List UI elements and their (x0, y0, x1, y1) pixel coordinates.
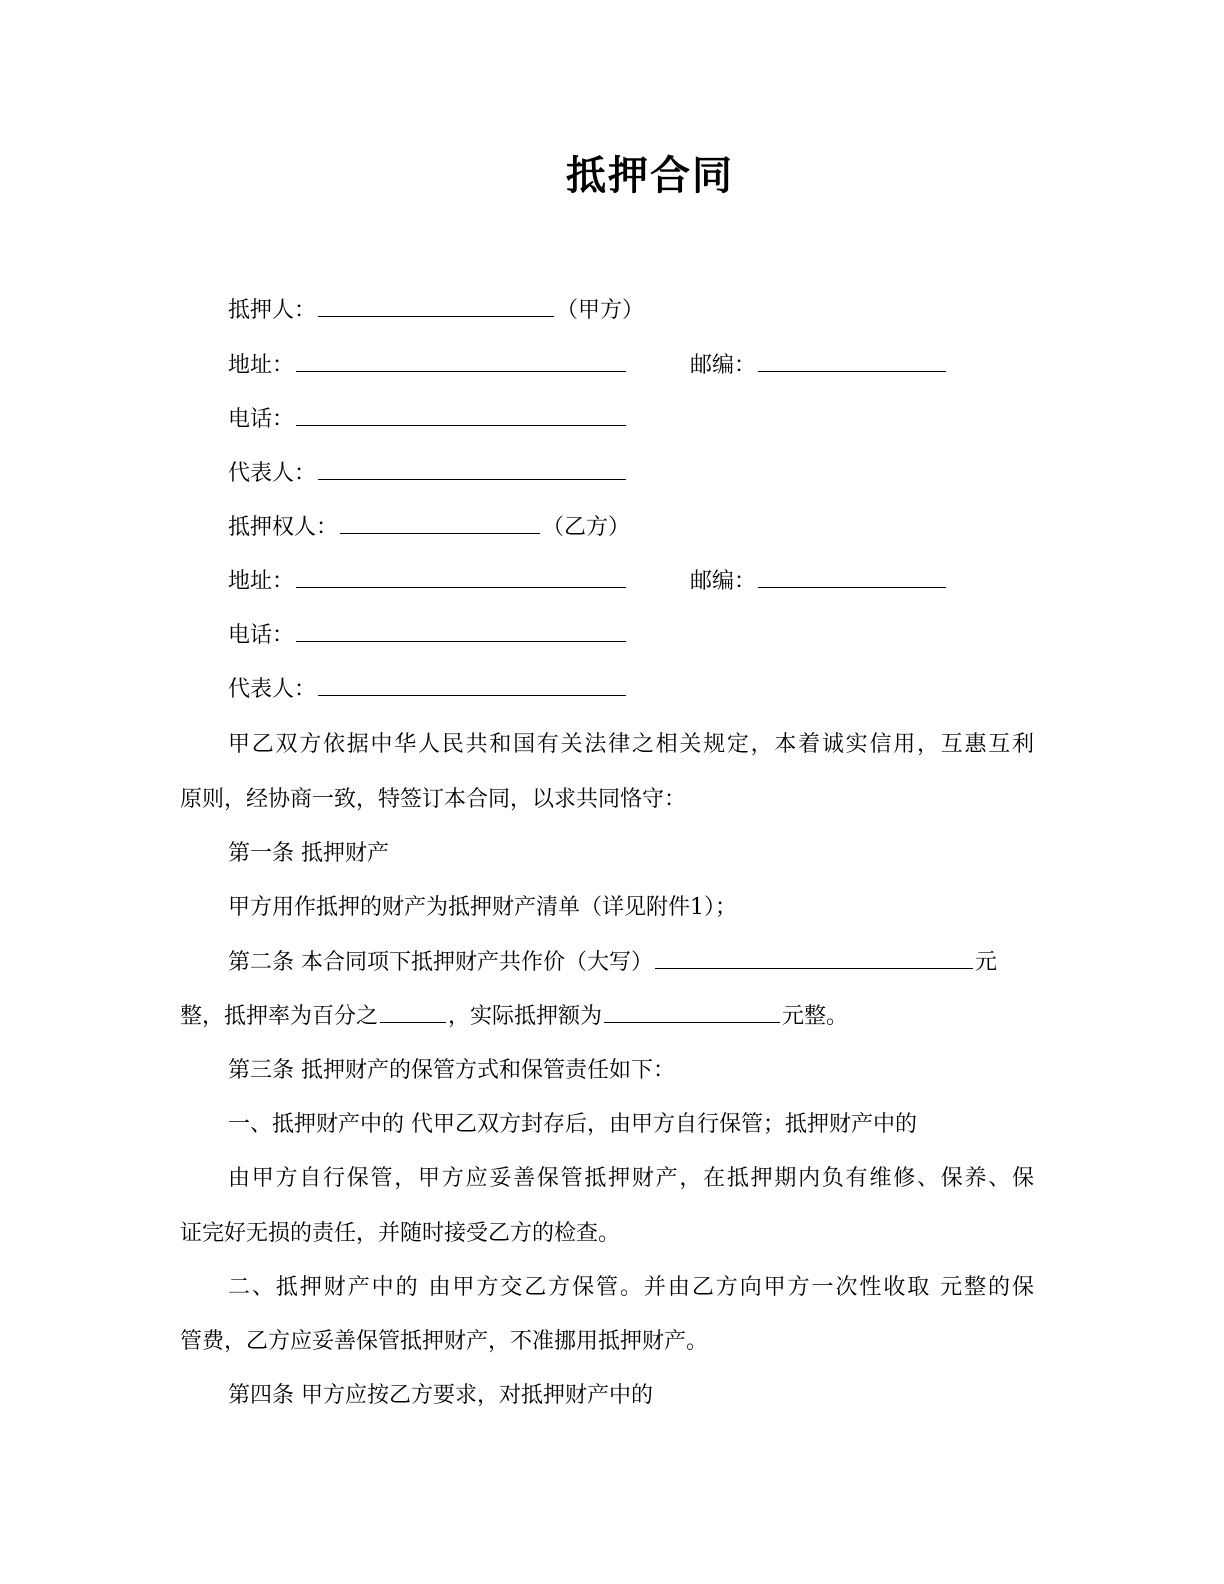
mortgage-amount-blank[interactable] (604, 1002, 780, 1023)
article-3-item-2-line-2: 管费，乙方应妥善保管抵押财产，不准挪用抵押财产。 (180, 1329, 709, 1354)
page-title: 抵押合同 (566, 153, 734, 199)
mortgagor-postal-label: 邮编： (690, 353, 757, 378)
mortgagor-phone-line (228, 405, 628, 435)
mortgagor-phone-blank[interactable] (296, 405, 626, 426)
mortgagor-rep-label: 代表人： (228, 461, 317, 486)
mortgagor-label: 抵押人： (228, 298, 317, 323)
article-2-text-3: 整，抵押率为百分之 (180, 1004, 379, 1029)
article-1-heading: 第一条 抵押财产 (228, 841, 389, 866)
valuation-amount-blank[interactable] (655, 948, 973, 969)
mortgagee-line (228, 513, 630, 543)
article-2-line-1 (228, 948, 997, 978)
mortgagee-address-line (228, 567, 628, 597)
preamble-line-1: 甲乙双方依据中华人民共和国有关法律之相关规定，本着诚实信用，互惠互利 (228, 732, 1034, 757)
mortgagee-phone-blank[interactable] (296, 621, 626, 642)
mortgagee-suffix: （乙方） (542, 515, 631, 540)
article-2-text-1: 第二条 本合同项下抵押财产共作价（大写） (228, 950, 653, 975)
article-2-line-2 (180, 1002, 848, 1032)
mortgagor-suffix: （甲方） (556, 298, 645, 323)
article-3-item-2-line-1: 二、抵押财产中的 由甲方交乙方保管。并由乙方向甲方一次性收取 元整的保 (228, 1275, 1034, 1300)
article-2-text-5: 元整。 (782, 1004, 849, 1029)
mortgagor-phone-label: 电话： (228, 407, 295, 432)
article-3-item-1-line-1: 一、抵押财产中的 代甲乙双方封存后，由甲方自行保管；抵押财产中的 (228, 1112, 917, 1137)
article-3-item-1-line-3: 证完好无损的责任，并随时接受乙方的检查。 (180, 1221, 621, 1246)
article-2-text-4: ，实际抵押额为 (448, 1004, 603, 1029)
mortgagor-rep-blank[interactable] (318, 459, 626, 480)
mortgagee-phone-label: 电话： (228, 623, 295, 648)
mortgagee-address-label: 地址： (228, 569, 295, 594)
mortgagee-label: 抵押权人： (228, 515, 339, 540)
mortgagee-postal-blank[interactable] (758, 567, 946, 588)
mortgagee-rep-blank[interactable] (318, 675, 626, 696)
mortgagor-postal-blank[interactable] (758, 351, 946, 372)
mortgagee-postal-label: 邮编： (690, 569, 757, 594)
mortgagor-line (228, 296, 644, 326)
article-4-line-1: 第四条 甲方应按乙方要求，对抵押财产中的 (228, 1383, 653, 1408)
article-3-item-1-line-2: 由甲方自行保管，甲方应妥善保管抵押财产，在抵押期内负有维修、保养、保 (228, 1166, 1034, 1191)
article-2-text-2: 元 (975, 950, 998, 975)
mortgagor-rep-line (228, 459, 628, 489)
mortgagor-name-blank[interactable] (318, 296, 554, 317)
mortgagor-address-blank[interactable] (296, 351, 626, 372)
mortgage-rate-blank[interactable] (380, 1002, 446, 1023)
article-1-body: 甲方用作抵押的财产为抵押财产清单（详见附件1）； (228, 895, 737, 920)
mortgagee-name-blank[interactable] (340, 513, 540, 534)
preamble-line-2: 原则，经协商一致，特签订本合同，以求共同恪守： (180, 787, 687, 812)
mortgagee-address-blank[interactable] (296, 567, 626, 588)
mortgagor-address-label: 地址： (228, 353, 295, 378)
mortgagee-postal-line (690, 567, 948, 597)
mortgagee-rep-label: 代表人： (228, 677, 317, 702)
mortgagor-postal-line (690, 351, 948, 381)
mortgagee-rep-line (228, 675, 628, 705)
mortgagor-address-line (228, 351, 628, 381)
article-3-heading: 第三条 抵押财产的保管方式和保管责任如下： (228, 1058, 675, 1083)
mortgagee-phone-line (228, 621, 628, 651)
